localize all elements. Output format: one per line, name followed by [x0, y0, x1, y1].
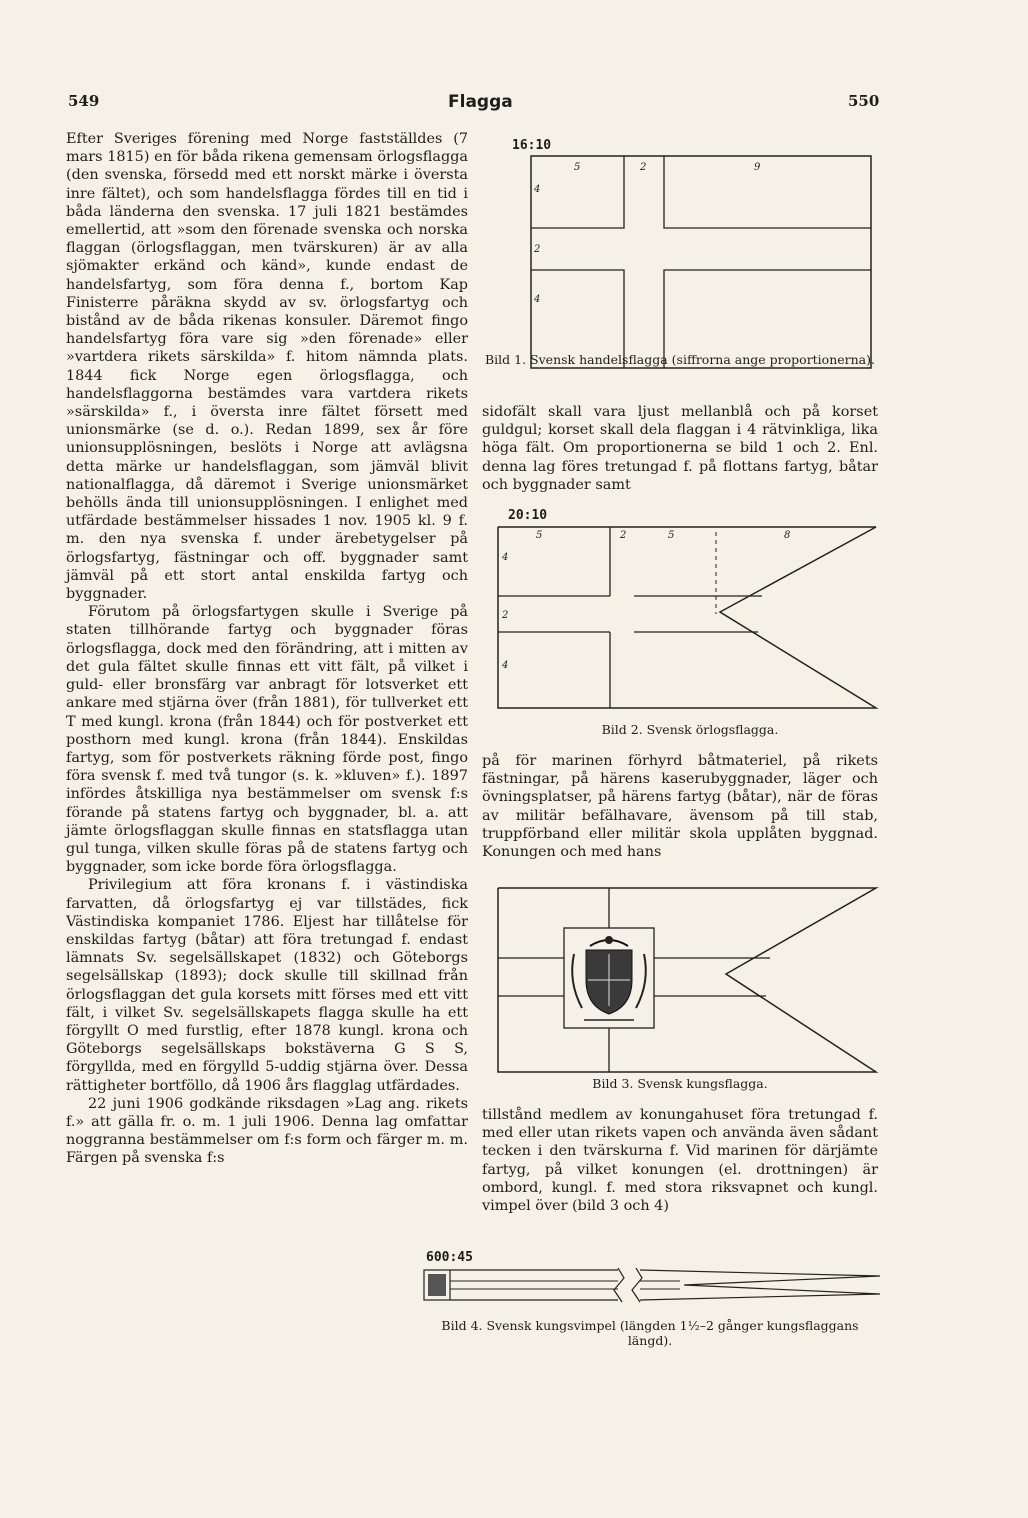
fig1-label-3: 9 — [754, 162, 761, 173]
fig2-ratio: 20:10 — [508, 508, 548, 523]
left-column-text — [66, 130, 468, 1168]
right-text-block-2 — [482, 752, 878, 861]
fig2-label-7: 4 — [502, 660, 509, 671]
fig1-label-1: 5 — [574, 162, 581, 173]
fig2-label-1: 5 — [536, 530, 543, 541]
fig1-label-6: 4 — [534, 294, 541, 305]
fig3-royal-flag-diagram — [494, 884, 880, 1076]
fig1-label-5: 2 — [534, 244, 541, 255]
fig2-label-4: 8 — [784, 530, 791, 541]
fig3-caption: Bild 3. Svensk kungsflagga. — [592, 1076, 768, 1091]
fig4-ratio: 600:45 — [426, 1250, 473, 1265]
paragraph-4: 22 juni 1906 godkände riksdagen »Lag ang. rikets f.» att gälla fr. o. m. 1 juli 1906. Denna lag omfattar noggranna bestämmelser om f:s form och färger m. m. Färgen på svenska f:s — [66, 1095, 468, 1167]
fig2-label-2: 2 — [620, 530, 627, 541]
fig2-label-5: 4 — [502, 552, 509, 563]
right-paragraph-3: tillstånd medlem av konungahuset föra tretungad f. med eller utan rikets vapen och använda även sådant tecken i den tvärskurna f. Vid marinen för därjämte fartyg, på vilket konungen (el. drottningen) är ombord, kungl. f. med stora riksvapnet och kungl. vimpel över (bild 3 och 4) — [482, 1107, 878, 1215]
coat-of-arms-icon — [564, 928, 654, 1028]
fig1-label-2: 2 — [640, 162, 647, 173]
paragraph-3: Privilegium att föra kronans f. i västindiska farvatten, då örlogsfartyg ej var tillstädes, fick Västindiska kompaniet 1786. Eljest har tillåtelse för enskildas fartyg (båtar) att föra tretungad f. endast lämnats Sv. segelsällskapet (1832) och Göteborgs segelsällskap (1893); dock skulle till skillnad från örlogsflaggan det gula korsets mitt förses med ett vitt fält, i vilket Sv. segelsällskapets flagga skulle ha ett förgyllt O med furstlig, efter 1878 kungl. krona och Göteborgs segelsällskaps bokstäverna G S S, förgyllda, med en förgylld 5-uddig stjärna över. Dessa rättigheter bortföllo, då 1906 års flagglag utfärdades. — [66, 877, 468, 1094]
page-title: Flagga — [448, 92, 513, 112]
fig1-merchant-flag-diagram — [522, 152, 882, 374]
fig1-label-4: 4 — [534, 184, 541, 195]
paragraph-2: Förutom på örlogsfartygen skulle i Sverige på staten tillhörande fartyg och byggnader föras örlogsflagga, dock med den förändring, att i mitten av det gula fältet skulle finnas ett vitt fält, på vilket i guld- eller bronsfärg var anbragt för lotsverket ett ankare med stjärna över (från 1881), för tullverket ett T med kungl. krona (från 1844) och för postverket ett posthorn med kungl. krona (från 1844). Enskildas fartyg, som för postverkets räkning förde post, fingo föra svensk f. med två tungor (s. k. »kluven» f.). 1897 infördes åtskilliga nya bestämmelser om svensk f:s förande på statens fartyg och byggnader, bl. a. att jämte örlogsflaggan skulle finnas en statsflagga utan gul tunga, vilken skulle föras på de statens fartyg och byggnader, som icke borde föra örlogsflagga. — [66, 604, 468, 876]
paragraph-1: Efter Sveriges förening med Norge fastställdes (7 mars 1815) en för båda rikena gemensam örlogsflagga (den svenska, försedd med ett norskt märke i översta inre fältet), och som handelsflagga fördes till en tid i båda länderna den svenska. 17 juli 1821 bestämdes emellertid, att »som den förenade svenska och norska flaggan (örlogsflaggan, men tvärskuren) är av alla sjömakter erkänd och känd», kunde endast de handelsfartyg, som föra denna f., bortom Kap Finisterre påräkna skydd av sv. örlogsfartyg och bistånd av de båda rikenas konsuler. Däremot fingo handelsfartyg föra vare sig »den förenade» eller »vartdera rikets särskilda» f. hitom nämnda plats. 1844 fick Norge egen örlogsflagga, och handelsflaggorna bestämdes vara vartdera rikets »särskilda» f., i översta inre fältet försett med unionsmärke (se d. o.). Redan 1899, sex år före unionsupplösningen, beslöts i Norge att avlägsna detta märke ur handelsflaggan, som jämväl blivit nationalflagga, då däremot i Sverige unionsmärket behölls ända till unionsupplösningen. I enlighet med utfärdade bestämmelser hissades 1 nov. 1905 kl. 9 f. m. den nya svenska f. under ärebetygelser på örlogsfartyg, fästningar och off. byggnader samt jämväl på ett stort antal enskilda fartyg och byggnader. — [66, 131, 468, 603]
right-text-block-3 — [482, 1106, 878, 1215]
page-number-left: 549 — [68, 92, 100, 110]
fig2-label-3: 5 — [668, 530, 675, 541]
right-text-block-1 — [482, 403, 878, 494]
right-paragraph-2: på för marinen förhyrd båtmateriel, på rikets fästningar, på härens kaserubyggnader, läger och övningsplatser, på härens fartyg (båtar), när de föras av militär befälhavare, ävensom på till stab, truppförband eller militär skola upplåten byggnad. Konungen och med hans — [482, 753, 878, 861]
fig4-caption: Bild 4. Svensk kungsvimpel (längden 1½–2 gånger kungsflaggans längd). — [441, 1318, 859, 1348]
fig4-royal-pennant-diagram — [418, 1266, 888, 1306]
page-number-right: 550 — [848, 92, 880, 110]
fig1-caption: Bild 1. Svensk handelsflagga (siffrorna ange proportionerna). — [484, 352, 875, 367]
fig2-caption: Bild 2. Svensk örlogsflagga. — [601, 722, 779, 737]
fig1-ratio: 16:10 — [512, 138, 552, 153]
right-paragraph-1: sidofält skall vara ljust mellanblå och på korset guldgul; korset skall dela flaggan i 4 rätvinkliga, lika höga fält. Om proportionerna se bild 1 och 2. Enl. denna lag föres tretungad f. på flottans fartyg, båtar och byggnader samt — [482, 404, 878, 493]
fig2-label-6: 2 — [502, 610, 509, 621]
fig2-naval-flag-diagram — [492, 524, 882, 714]
